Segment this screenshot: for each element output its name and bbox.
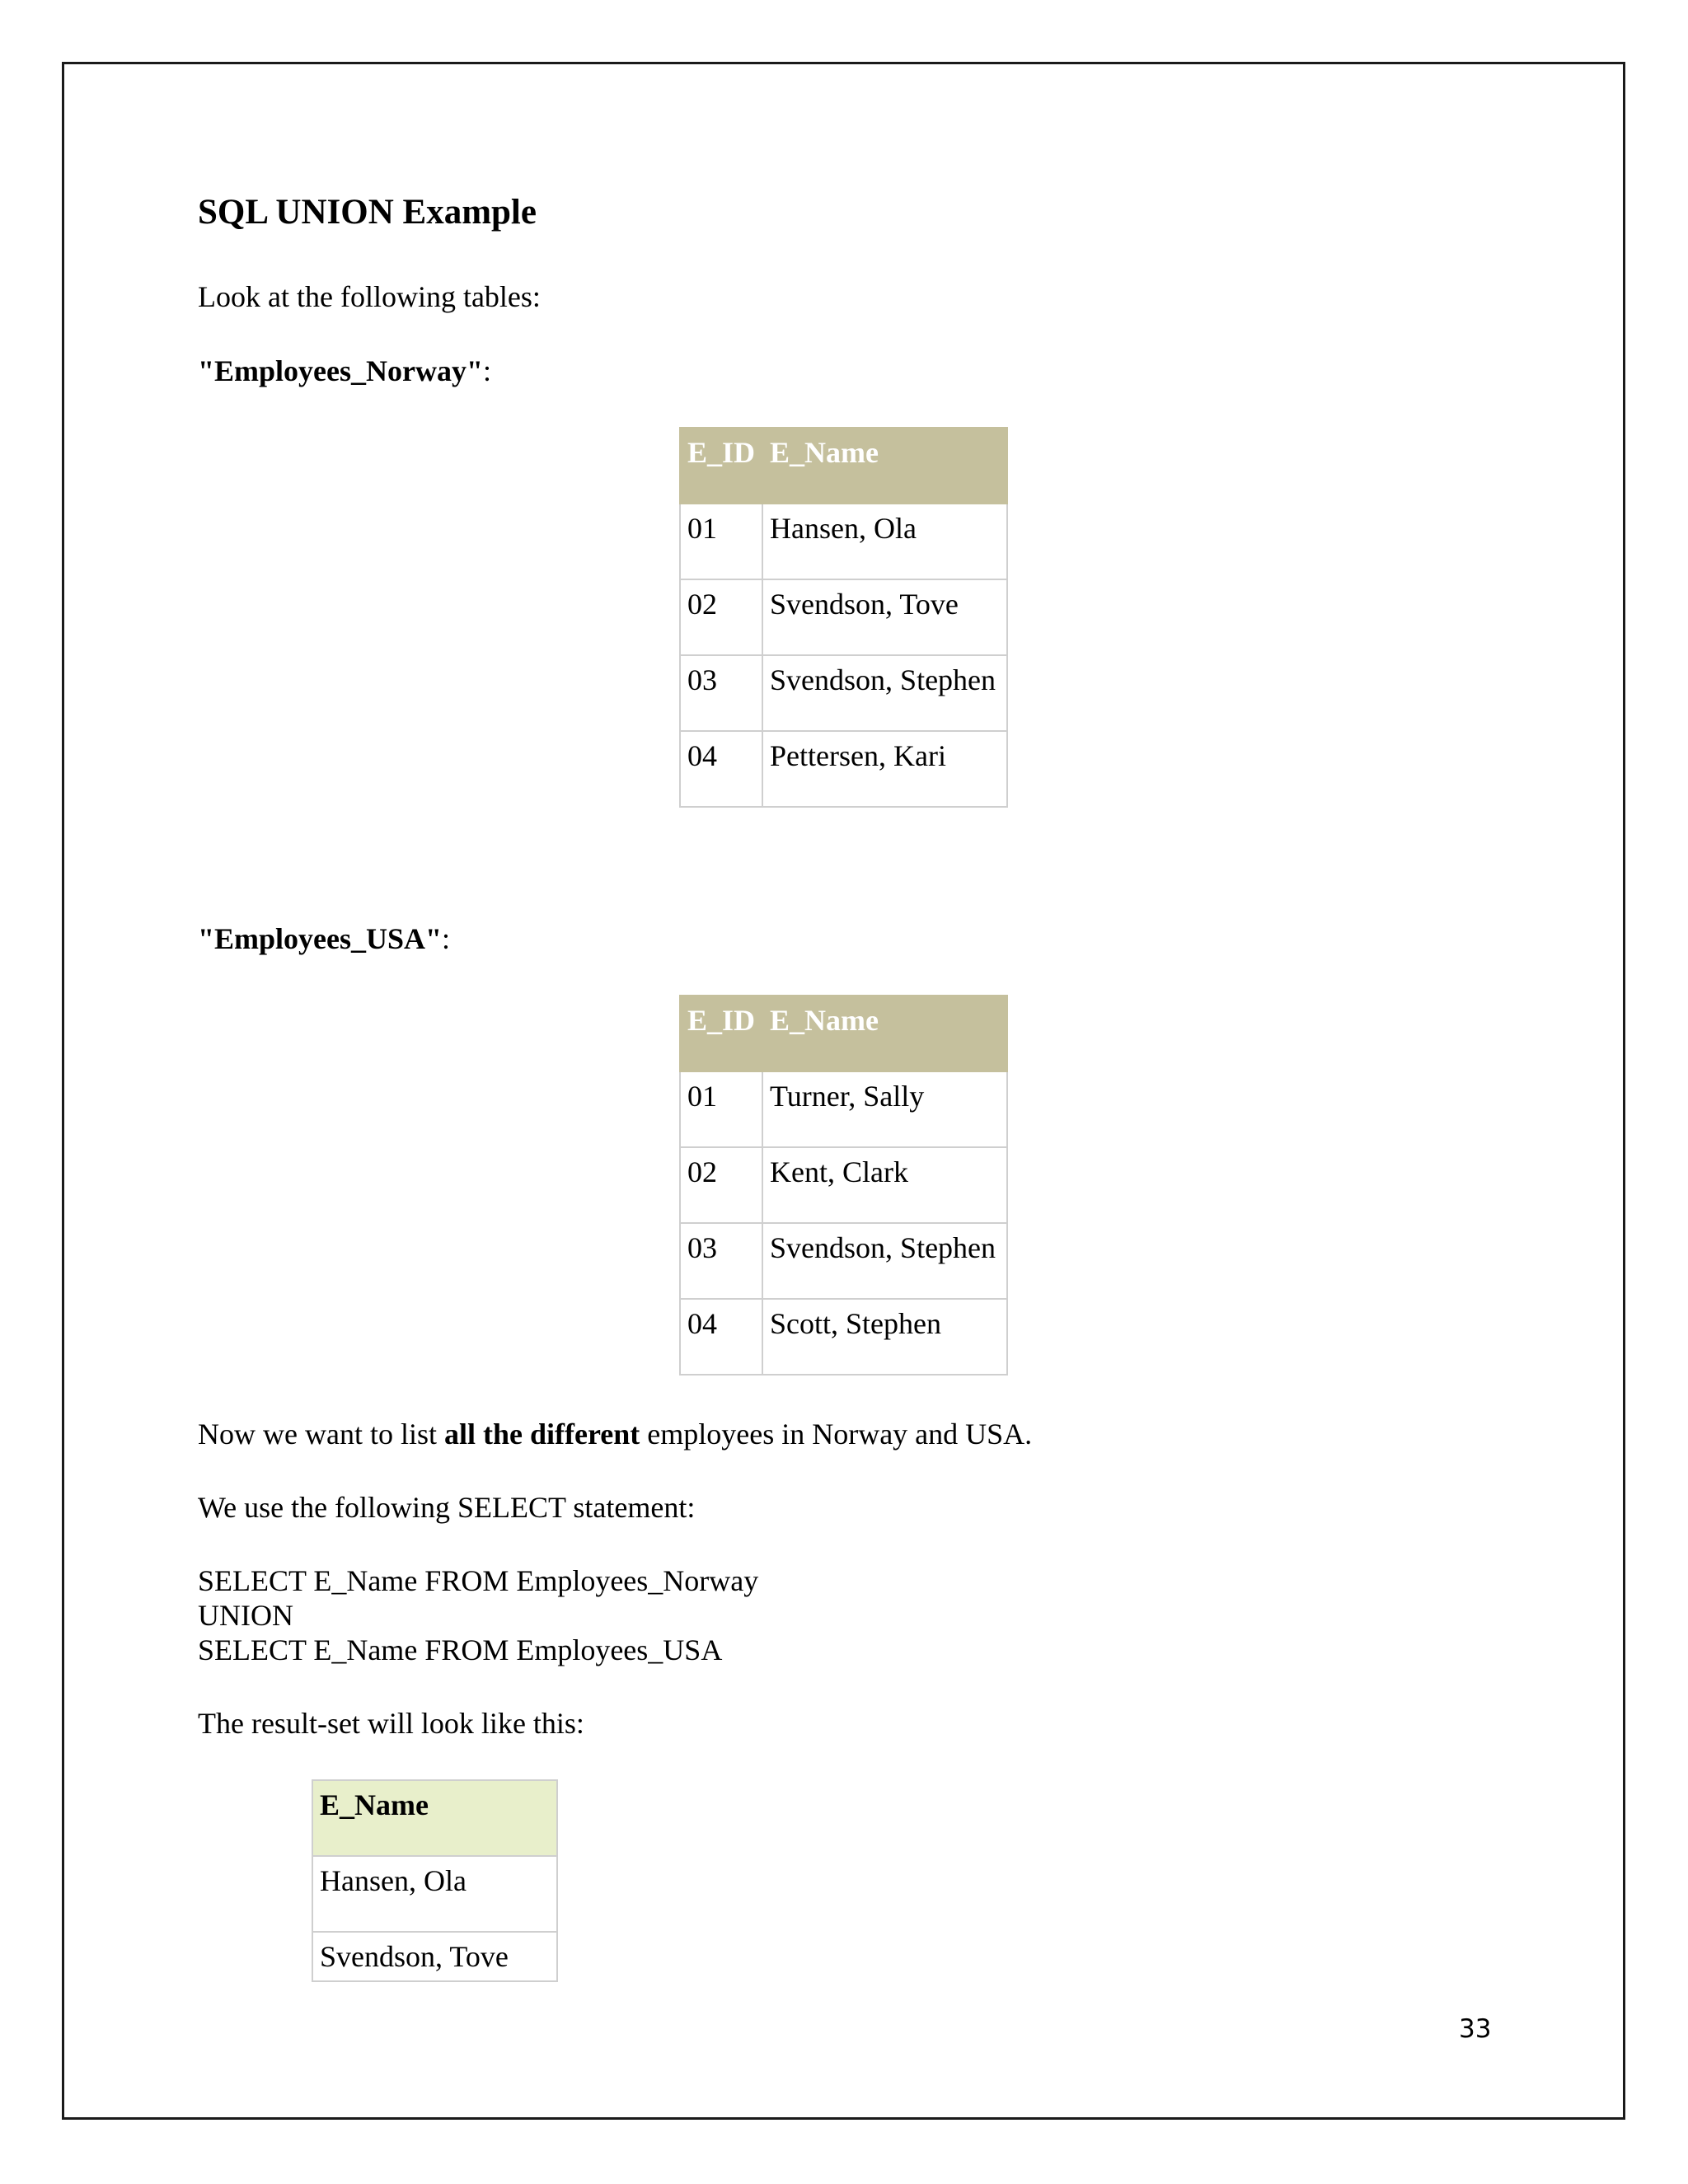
table-row [312, 1932, 557, 1981]
cell-ename: Svendson, Stephen [762, 1223, 1007, 1299]
table-row [680, 579, 1007, 655]
usa-label-colon: : [441, 922, 450, 955]
goal-prefix: Now we want to list [198, 1418, 444, 1451]
cell-eid: 02 [680, 579, 762, 655]
cell-ename: Svendson, Tove [312, 1932, 557, 1981]
goal-suffix: employees in Norway and USA. [640, 1418, 1033, 1451]
cell-ename: Svendson, Tove [762, 579, 1007, 655]
goal-emphasis: all the different [443, 1418, 640, 1451]
usa-table-label [198, 924, 450, 954]
employees-norway-table [679, 427, 1008, 808]
cell-ename: Svendson, Stephen [762, 655, 1007, 731]
norway-label-name: "Employees_Norway" [198, 354, 483, 387]
column-header-eid: E_ID [680, 996, 762, 1071]
cell-eid: 02 [680, 1147, 762, 1223]
column-header-ename: E_Name [762, 996, 1007, 1071]
cell-ename: Turner, Sally [762, 1071, 1007, 1147]
cell-ename: Hansen, Ola [762, 504, 1007, 579]
cell-ename: Scott, Stephen [762, 1299, 1007, 1375]
table-row [680, 731, 1007, 807]
employees-usa-table [679, 995, 1008, 1376]
sql-line-2: UNION [198, 1599, 293, 1632]
cell-eid: 04 [680, 1299, 762, 1375]
cell-ename: Pettersen, Kari [762, 731, 1007, 807]
table-row [680, 1071, 1007, 1147]
statement-intro: We use the following SELECT statement: [198, 1491, 696, 1524]
table-row [680, 504, 1007, 579]
table-row [312, 1856, 557, 1932]
norway-table-label [198, 356, 491, 386]
goal-sentence [198, 1419, 1032, 1449]
table-row [680, 1147, 1007, 1223]
table-header-row [312, 1780, 557, 1856]
sql-line-1: SELECT E_Name FROM Employees_Norway [198, 1564, 759, 1597]
column-header-eid: E_ID [680, 428, 762, 504]
result-set-table [312, 1779, 558, 1982]
cell-eid: 03 [680, 655, 762, 731]
sql-line-3: SELECT E_Name FROM Employees_USA [198, 1633, 723, 1666]
table-row [680, 1223, 1007, 1299]
cell-eid: 03 [680, 1223, 762, 1299]
cell-eid: 01 [680, 504, 762, 579]
result-intro: The result-set will look like this: [198, 1707, 584, 1740]
column-header-ename: E_Name [762, 428, 1007, 504]
cell-ename: Hansen, Ola [312, 1856, 557, 1932]
page-number: 33 [1459, 2014, 1492, 2044]
table-row [680, 655, 1007, 731]
section-heading: SQL UNION Example [198, 193, 537, 232]
norway-label-colon: : [482, 354, 491, 387]
column-header-ename: E_Name [312, 1780, 557, 1856]
cell-ename: Kent, Clark [762, 1147, 1007, 1223]
cell-eid: 04 [680, 731, 762, 807]
cell-eid: 01 [680, 1071, 762, 1147]
table-header-row [680, 996, 1007, 1071]
table-row [680, 1299, 1007, 1375]
table-header-row [680, 428, 1007, 504]
intro-text: Look at the following tables: [198, 280, 541, 313]
usa-label-name: "Employees_USA" [198, 922, 442, 955]
